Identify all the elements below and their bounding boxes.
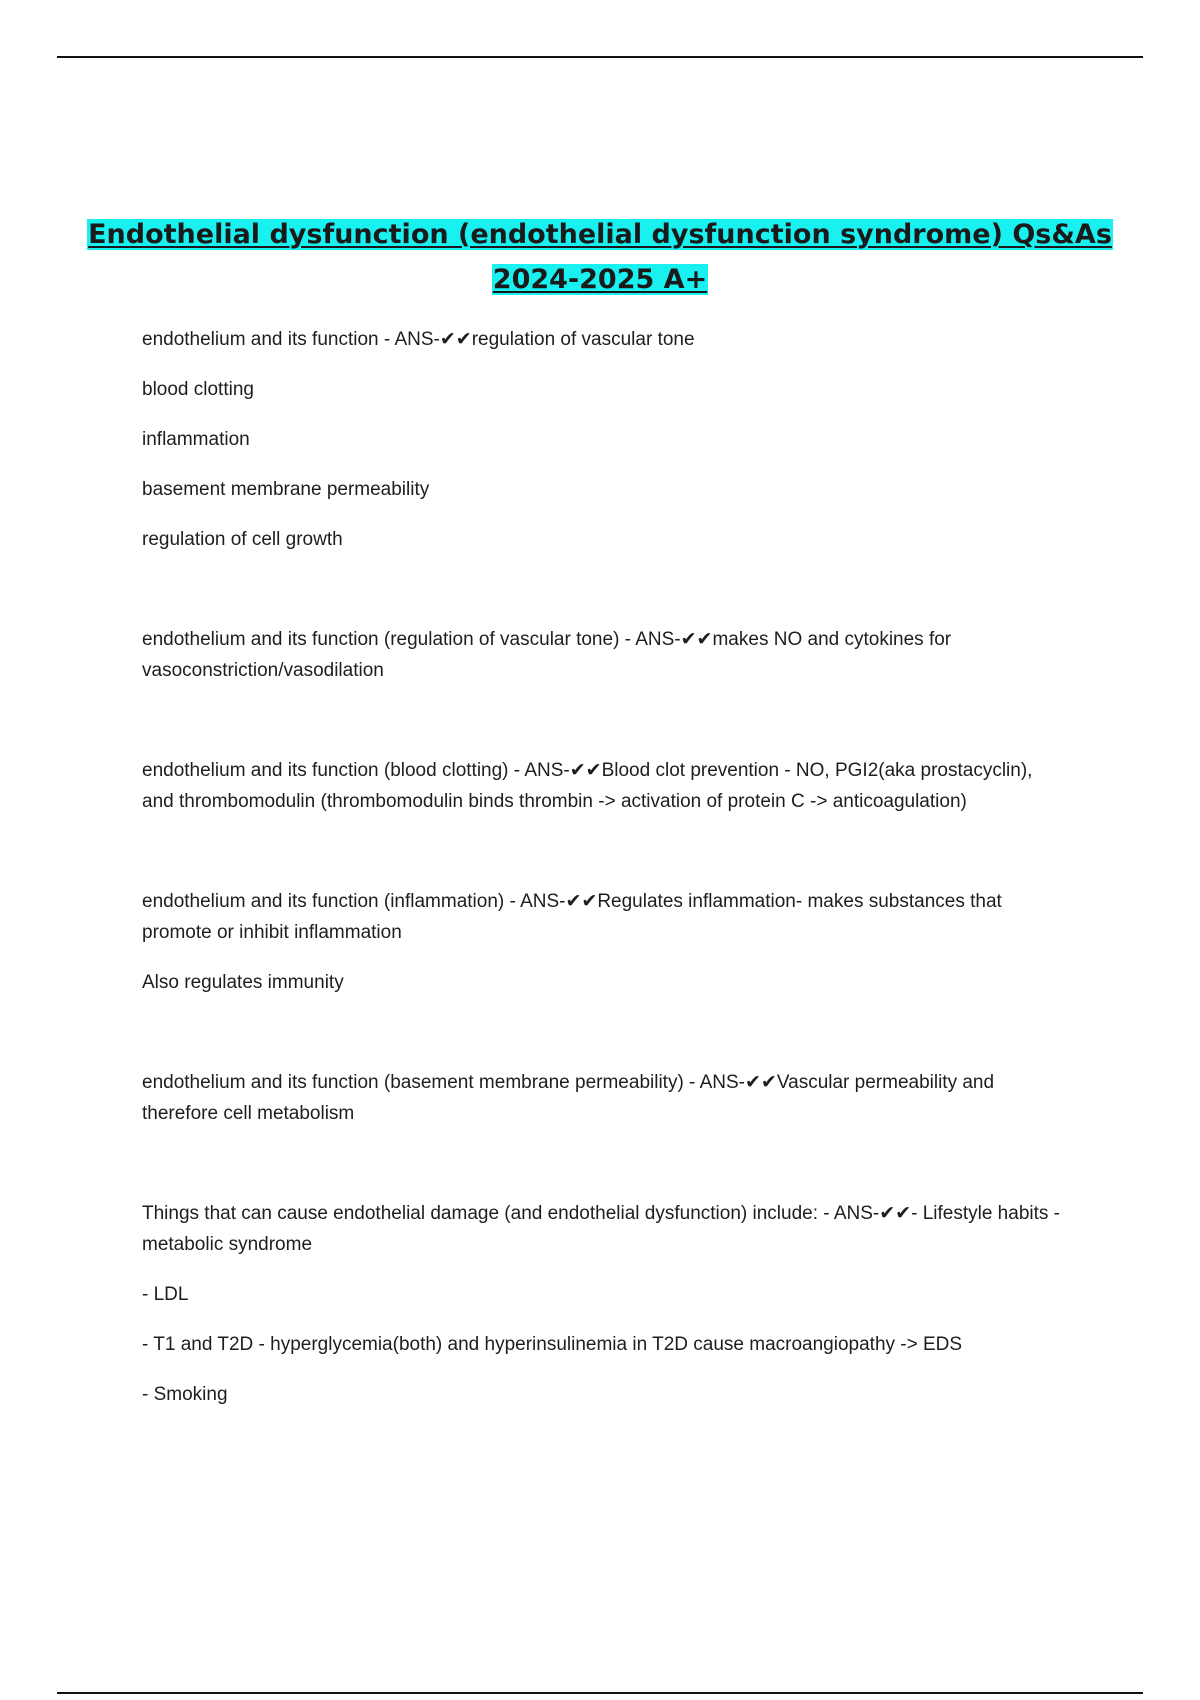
question-text: endothelium and its function (inflammation)	[142, 891, 505, 912]
qa-line	[142, 324, 1062, 355]
title-line-2	[0, 257, 1200, 302]
answer-marker: - ANS-✔✔	[818, 1203, 912, 1224]
answer-text: makes NO and cytokines for vasoconstriction/vasodilation	[142, 629, 952, 681]
qa-block	[142, 324, 1062, 555]
answer-text: Blood clot prevention - NO, PGI2(aka prostacyclin), and thrombomodulin (thrombomodulin binds thrombin -> activation of protein C -> anticoagulation)	[142, 760, 1033, 812]
answer-extra-line: - Smoking	[142, 1384, 228, 1405]
answer-marker: - ANS-✔✔	[683, 1072, 777, 1093]
question-text: endothelium and its function	[142, 329, 379, 350]
question-text: endothelium and its function (regulation of vascular tone)	[142, 629, 620, 650]
answer-extra-line: regulation of cell growth	[142, 529, 343, 550]
answer-text: Vascular permeability and therefore cell metabolism	[142, 1072, 995, 1124]
question-text: endothelium and its function (basement membrane permeability)	[142, 1072, 684, 1093]
document-title	[0, 212, 1200, 302]
qa-line	[142, 886, 1062, 948]
qa-line	[142, 1198, 1062, 1260]
answer-marker: - ANS-✔✔	[378, 329, 472, 350]
qa-block	[142, 886, 1062, 998]
qa-line	[142, 1067, 1062, 1129]
qa-line	[142, 624, 1062, 686]
answer-text: - Lifestyle habits - metabolic syndrome	[142, 1203, 1060, 1255]
answer-extra-line: basement membrane permeability	[142, 479, 430, 500]
answer-extra-line: Also regulates immunity	[142, 972, 344, 993]
header-rule	[57, 56, 1143, 58]
title-line-1	[0, 212, 1200, 257]
qa-line	[142, 755, 1062, 817]
qa-block	[142, 1198, 1062, 1410]
answer-extra-line: blood clotting	[142, 379, 254, 400]
answer-text: regulation of vascular tone	[471, 329, 695, 350]
qa-content	[142, 324, 1062, 1429]
qa-block	[142, 1067, 1062, 1129]
block-spacer	[142, 574, 1062, 624]
question-text: endothelium and its function (blood clotting)	[142, 760, 509, 781]
answer-marker: - ANS-✔✔	[619, 629, 713, 650]
answer-extra-line: - LDL	[142, 1284, 189, 1305]
block-spacer	[142, 705, 1062, 755]
qa-block	[142, 624, 1062, 686]
answer-extra-line: - T1 and T2D - hyperglycemia(both) and hyperinsulinemia in T2D cause macroangiopathy -> EDS	[142, 1334, 963, 1355]
qa-block	[142, 755, 1062, 817]
block-spacer	[142, 1148, 1062, 1198]
answer-marker: - ANS-✔✔	[504, 891, 598, 912]
title-line-1-text: Endothelial dysfunction (endothelial dysfunction syndrome) Qs&As	[88, 219, 1112, 250]
block-spacer	[142, 836, 1062, 886]
title-line-2-text: 2024-2025 A+	[492, 264, 708, 295]
question-text: Things that can cause endothelial damage (and endothelial dysfunction) include:	[142, 1203, 819, 1224]
answer-text: Regulates inflammation- makes substances that promote or inhibit inflammation	[142, 891, 1002, 943]
answer-extra-line: inflammation	[142, 429, 250, 450]
block-spacer	[142, 1017, 1062, 1067]
answer-marker: - ANS-✔✔	[508, 760, 602, 781]
footer-rule	[57, 1692, 1143, 1694]
